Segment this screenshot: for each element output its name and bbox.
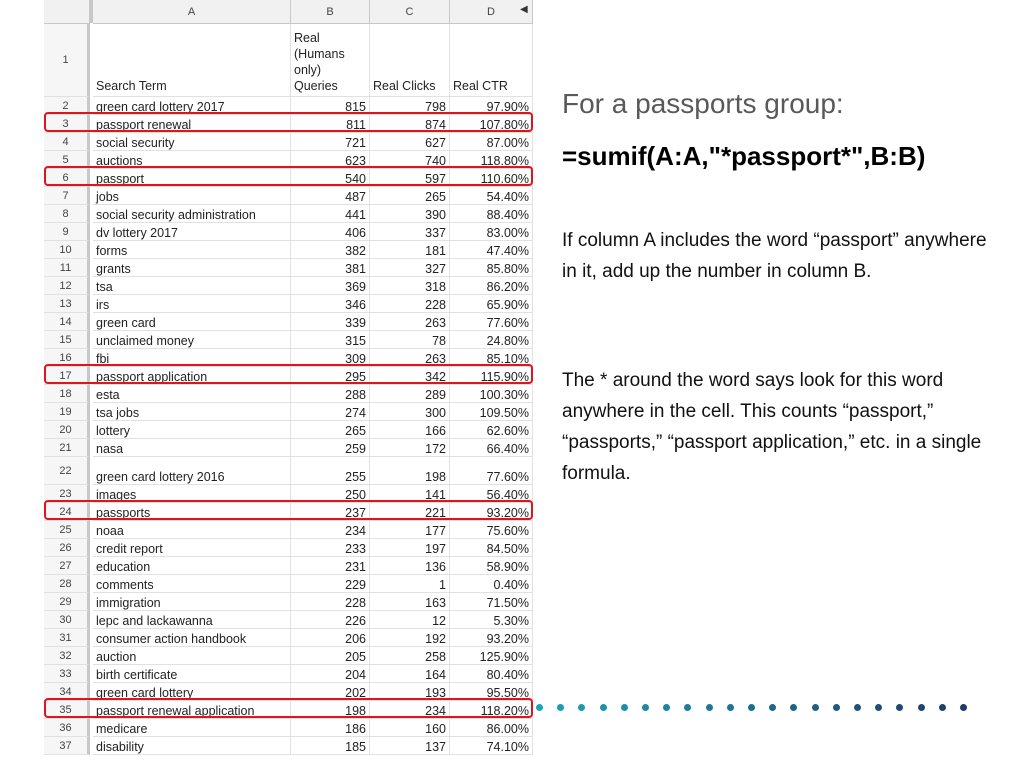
cell-queries[interactable]: 228 xyxy=(291,593,370,611)
row-number[interactable]: 37 xyxy=(44,737,90,755)
cell-clicks[interactable]: 327 xyxy=(370,259,450,277)
cell-clicks[interactable]: 166 xyxy=(370,421,450,439)
row-number[interactable]: 28 xyxy=(44,575,90,593)
row-number-1[interactable]: 1 xyxy=(44,24,90,97)
cell-queries[interactable]: 259 xyxy=(291,439,370,457)
cell-search-term[interactable]: tsa xyxy=(93,277,291,295)
cell-queries[interactable]: 233 xyxy=(291,539,370,557)
spreadsheet xyxy=(44,0,533,768)
cell-search-term[interactable]: images xyxy=(93,485,291,503)
dot xyxy=(642,704,649,711)
cell-queries[interactable]: 441 xyxy=(291,205,370,223)
row-number[interactable]: 2 xyxy=(44,97,90,115)
cell-ctr[interactable]: 47.40% xyxy=(450,241,533,259)
cell-ctr[interactable]: 86.00% xyxy=(450,719,533,737)
cell-search-term[interactable]: green card lottery 2016 xyxy=(93,457,291,485)
row-number[interactable]: 26 xyxy=(44,539,90,557)
row-number[interactable]: 22 xyxy=(44,457,90,485)
cell-clicks[interactable]: 740 xyxy=(370,151,450,169)
cell-queries[interactable]: 406 xyxy=(291,223,370,241)
cell-ctr[interactable]: 85.10% xyxy=(450,349,533,367)
cell-ctr[interactable]: 80.40% xyxy=(450,665,533,683)
cell-queries[interactable]: 226 xyxy=(291,611,370,629)
dot xyxy=(812,704,819,711)
cell-ctr[interactable]: 110.60% xyxy=(450,169,533,187)
cell-ctr[interactable]: 77.60% xyxy=(450,457,533,485)
cell-ctr[interactable]: 109.50% xyxy=(450,403,533,421)
cell-search-term[interactable]: passports xyxy=(93,503,291,521)
cell-search-term[interactable]: passport application xyxy=(93,367,291,385)
header-clicks[interactable]: Real Clicks xyxy=(370,24,450,97)
sumif-formula: =sumif(A:A,"*passport*",B:B) xyxy=(562,141,926,171)
cell-clicks[interactable]: 597 xyxy=(370,169,450,187)
row-number[interactable]: 9 xyxy=(44,223,90,241)
cell-search-term[interactable]: medicare xyxy=(93,719,291,737)
cell-search-term[interactable]: lottery xyxy=(93,421,291,439)
row-number[interactable]: 17 xyxy=(44,367,90,385)
cell-clicks[interactable]: 160 xyxy=(370,719,450,737)
cell-search-term[interactable]: education xyxy=(93,557,291,575)
row-number[interactable]: 21 xyxy=(44,439,90,457)
header-search-term[interactable]: Search Term xyxy=(93,24,291,97)
cell-clicks[interactable]: 172 xyxy=(370,439,450,457)
cell-clicks[interactable]: 197 xyxy=(370,539,450,557)
row-number[interactable]: 18 xyxy=(44,385,90,403)
row-number[interactable]: 24 xyxy=(44,503,90,521)
cell-queries[interactable]: 237 xyxy=(291,503,370,521)
cell-search-term[interactable]: unclaimed money xyxy=(93,331,291,349)
row-number[interactable]: 34 xyxy=(44,683,90,701)
row-number[interactable]: 11 xyxy=(44,259,90,277)
cell-search-term[interactable]: grants xyxy=(93,259,291,277)
cell-clicks[interactable]: 289 xyxy=(370,385,450,403)
cell-ctr[interactable]: 118.20% xyxy=(450,701,533,719)
cell-search-term[interactable]: noaa xyxy=(93,521,291,539)
cell-ctr[interactable]: 74.10% xyxy=(450,737,533,755)
dot xyxy=(790,704,797,711)
cell-search-term[interactable]: passport renewal xyxy=(93,115,291,133)
cell-queries[interactable]: 295 xyxy=(291,367,370,385)
cell-queries[interactable]: 623 xyxy=(291,151,370,169)
cell-queries[interactable]: 234 xyxy=(291,521,370,539)
cell-queries[interactable]: 288 xyxy=(291,385,370,403)
cell-queries[interactable]: 369 xyxy=(291,277,370,295)
cell-clicks[interactable]: 300 xyxy=(370,403,450,421)
dot xyxy=(706,704,713,711)
cell-ctr[interactable]: 88.40% xyxy=(450,205,533,223)
cell-queries[interactable]: 721 xyxy=(291,133,370,151)
dot xyxy=(960,704,967,711)
column-header-d[interactable]: D xyxy=(450,0,533,24)
cell-queries[interactable]: 206 xyxy=(291,629,370,647)
cell-queries[interactable]: 202 xyxy=(291,683,370,701)
cell-clicks[interactable]: 136 xyxy=(370,557,450,575)
dot xyxy=(684,704,691,711)
cell-clicks[interactable]: 177 xyxy=(370,521,450,539)
cell-clicks[interactable]: 337 xyxy=(370,223,450,241)
cell-search-term[interactable]: birth certificate xyxy=(93,665,291,683)
cell-queries[interactable]: 274 xyxy=(291,403,370,421)
cell-ctr[interactable]: 24.80% xyxy=(450,331,533,349)
cell-clicks[interactable]: 163 xyxy=(370,593,450,611)
row-number[interactable]: 12 xyxy=(44,277,90,295)
cell-search-term[interactable]: dv lottery 2017 xyxy=(93,223,291,241)
row-number[interactable]: 31 xyxy=(44,629,90,647)
cell-queries[interactable]: 339 xyxy=(291,313,370,331)
dot xyxy=(875,704,882,711)
dot xyxy=(557,704,564,711)
cell-ctr[interactable]: 125.90% xyxy=(450,647,533,665)
explanation-paragraph-1: If column A includes the word “passport” anywhere in it, add up the number in column B. xyxy=(562,230,987,282)
row-number[interactable]: 27 xyxy=(44,557,90,575)
cell-queries[interactable]: 205 xyxy=(291,647,370,665)
cell-clicks[interactable]: 265 xyxy=(370,187,450,205)
cell-ctr[interactable]: 97.90% xyxy=(450,97,533,115)
collapse-left-arrow-icon[interactable]: ◀ xyxy=(520,4,528,15)
cell-clicks[interactable]: 318 xyxy=(370,277,450,295)
cell-search-term[interactable]: fbi xyxy=(93,349,291,367)
row-number[interactable]: 5 xyxy=(44,151,90,169)
column-header-a[interactable]: A xyxy=(93,0,291,24)
row-number[interactable]: 8 xyxy=(44,205,90,223)
row-number[interactable]: 33 xyxy=(44,665,90,683)
cell-ctr[interactable]: 71.50% xyxy=(450,593,533,611)
cell-queries[interactable]: 487 xyxy=(291,187,370,205)
cell-ctr[interactable]: 95.50% xyxy=(450,683,533,701)
cell-clicks[interactable]: 798 xyxy=(370,97,450,115)
row-number[interactable]: 7 xyxy=(44,187,90,205)
row-number[interactable]: 20 xyxy=(44,421,90,439)
cell-queries[interactable]: 185 xyxy=(291,737,370,755)
dot xyxy=(578,704,585,711)
row-number[interactable]: 25 xyxy=(44,521,90,539)
cell-search-term[interactable]: green card lottery 2017 xyxy=(93,97,291,115)
cell-queries[interactable]: 250 xyxy=(291,485,370,503)
cell-search-term[interactable]: jobs xyxy=(93,187,291,205)
cell-queries[interactable]: 229 xyxy=(291,575,370,593)
cell-queries[interactable]: 204 xyxy=(291,665,370,683)
cell-queries[interactable]: 540 xyxy=(291,169,370,187)
cell-ctr[interactable]: 5.30% xyxy=(450,611,533,629)
cell-queries[interactable]: 382 xyxy=(291,241,370,259)
cell-queries[interactable]: 255 xyxy=(291,457,370,485)
cell-ctr[interactable]: 93.20% xyxy=(450,503,533,521)
cell-ctr[interactable]: 83.00% xyxy=(450,223,533,241)
cell-clicks[interactable]: 258 xyxy=(370,647,450,665)
cell-search-term[interactable]: social security administration xyxy=(93,205,291,223)
cell-ctr[interactable]: 84.50% xyxy=(450,539,533,557)
header-ctr[interactable]: Real CTR xyxy=(450,24,533,97)
dot xyxy=(939,704,946,711)
row-number[interactable]: 29 xyxy=(44,593,90,611)
cell-ctr[interactable]: 87.00% xyxy=(450,133,533,151)
row-number[interactable]: 32 xyxy=(44,647,90,665)
cell-queries[interactable]: 346 xyxy=(291,295,370,313)
dot xyxy=(854,704,861,711)
dot xyxy=(833,704,840,711)
cell-queries[interactable]: 811 xyxy=(291,115,370,133)
cell-ctr[interactable]: 85.80% xyxy=(450,259,533,277)
cell-ctr[interactable]: 86.20% xyxy=(450,277,533,295)
dot xyxy=(536,704,543,711)
dot xyxy=(621,704,628,711)
row-number[interactable]: 13 xyxy=(44,295,90,313)
dot xyxy=(748,704,755,711)
select-all-corner[interactable] xyxy=(44,0,90,24)
cell-queries[interactable]: 198 xyxy=(291,701,370,719)
row-number[interactable]: 10 xyxy=(44,241,90,259)
cell-search-term[interactable]: green card lottery xyxy=(93,683,291,701)
cell-ctr[interactable]: 118.80% xyxy=(450,151,533,169)
cell-queries[interactable]: 815 xyxy=(291,97,370,115)
cell-search-term[interactable]: forms xyxy=(93,241,291,259)
cell-clicks[interactable]: 263 xyxy=(370,349,450,367)
cell-queries[interactable]: 186 xyxy=(291,719,370,737)
cell-search-term[interactable]: passport xyxy=(93,169,291,187)
cell-clicks[interactable]: 137 xyxy=(370,737,450,755)
cell-clicks[interactable]: 164 xyxy=(370,665,450,683)
cell-search-term[interactable]: credit report xyxy=(93,539,291,557)
dot xyxy=(769,704,776,711)
cell-search-term[interactable]: tsa jobs xyxy=(93,403,291,421)
cell-ctr[interactable]: 0.40% xyxy=(450,575,533,593)
cell-ctr[interactable]: 93.20% xyxy=(450,629,533,647)
cell-clicks[interactable]: 193 xyxy=(370,683,450,701)
cell-search-term[interactable]: disability xyxy=(93,737,291,755)
cell-search-term[interactable]: passport renewal application xyxy=(93,701,291,719)
cell-clicks[interactable]: 12 xyxy=(370,611,450,629)
cell-ctr[interactable]: 62.60% xyxy=(450,421,533,439)
row-number[interactable]: 23 xyxy=(44,485,90,503)
cell-queries[interactable]: 315 xyxy=(291,331,370,349)
cell-clicks[interactable]: 198 xyxy=(370,457,450,485)
cell-ctr[interactable]: 65.90% xyxy=(450,295,533,313)
cell-search-term[interactable]: esta xyxy=(93,385,291,403)
cell-clicks[interactable]: 181 xyxy=(370,241,450,259)
cell-clicks[interactable]: 78 xyxy=(370,331,450,349)
cell-ctr[interactable]: 56.40% xyxy=(450,485,533,503)
cell-search-term[interactable]: social security xyxy=(93,133,291,151)
row-number[interactable]: 16 xyxy=(44,349,90,367)
row-number[interactable]: 15 xyxy=(44,331,90,349)
cell-clicks[interactable]: 234 xyxy=(370,701,450,719)
cell-clicks[interactable]: 141 xyxy=(370,485,450,503)
cell-queries[interactable]: 309 xyxy=(291,349,370,367)
cell-ctr[interactable]: 107.80% xyxy=(450,115,533,133)
cell-search-term[interactable]: auction xyxy=(93,647,291,665)
dot xyxy=(918,704,925,711)
cell-ctr[interactable]: 66.40% xyxy=(450,439,533,457)
header-queries[interactable]: Real (Humans only) Queries xyxy=(291,24,370,97)
cell-clicks[interactable]: 390 xyxy=(370,205,450,223)
cell-clicks[interactable]: 874 xyxy=(370,115,450,133)
cell-clicks[interactable]: 228 xyxy=(370,295,450,313)
cell-clicks[interactable]: 263 xyxy=(370,313,450,331)
column-header-c[interactable]: C xyxy=(370,0,450,24)
row-number[interactable]: 36 xyxy=(44,719,90,737)
cell-search-term[interactable]: auctions xyxy=(93,151,291,169)
cell-search-term[interactable]: nasa xyxy=(93,439,291,457)
cell-ctr[interactable]: 100.30% xyxy=(450,385,533,403)
cell-search-term[interactable]: consumer action handbook xyxy=(93,629,291,647)
explanation-paragraph-2: The * around the word says look for this word anywhere in the cell. This counts “passport,” “passports,” “passport application,” etc. in a single formula. xyxy=(562,370,982,484)
column-header-b[interactable]: B xyxy=(291,0,370,24)
annotation-title: For a passports group: xyxy=(562,88,844,119)
cell-search-term[interactable]: lepc and lackawanna xyxy=(93,611,291,629)
cell-ctr[interactable]: 75.60% xyxy=(450,521,533,539)
row-number[interactable]: 19 xyxy=(44,403,90,421)
cell-search-term[interactable]: irs xyxy=(93,295,291,313)
row-number[interactable]: 14 xyxy=(44,313,90,331)
dot xyxy=(727,704,734,711)
cell-search-term[interactable]: immigration xyxy=(93,593,291,611)
row-number[interactable]: 30 xyxy=(44,611,90,629)
cell-search-term[interactable]: comments xyxy=(93,575,291,593)
dot xyxy=(663,704,670,711)
cell-search-term[interactable]: green card xyxy=(93,313,291,331)
row-number[interactable]: 4 xyxy=(44,133,90,151)
cell-ctr[interactable]: 115.90% xyxy=(450,367,533,385)
cell-clicks[interactable]: 192 xyxy=(370,629,450,647)
cell-queries[interactable]: 381 xyxy=(291,259,370,277)
cell-ctr[interactable]: 58.90% xyxy=(450,557,533,575)
cell-clicks[interactable]: 627 xyxy=(370,133,450,151)
cell-clicks[interactable]: 1 xyxy=(370,575,450,593)
row-number[interactable]: 6 xyxy=(44,169,90,187)
row-number[interactable]: 3 xyxy=(44,115,90,133)
dot xyxy=(600,704,607,711)
dot xyxy=(896,704,903,711)
cell-queries[interactable]: 231 xyxy=(291,557,370,575)
row-number[interactable]: 35 xyxy=(44,701,90,719)
cell-ctr[interactable]: 54.40% xyxy=(450,187,533,205)
cell-clicks[interactable]: 221 xyxy=(370,503,450,521)
cell-clicks[interactable]: 342 xyxy=(370,367,450,385)
cell-queries[interactable]: 265 xyxy=(291,421,370,439)
cell-ctr[interactable]: 77.60% xyxy=(450,313,533,331)
